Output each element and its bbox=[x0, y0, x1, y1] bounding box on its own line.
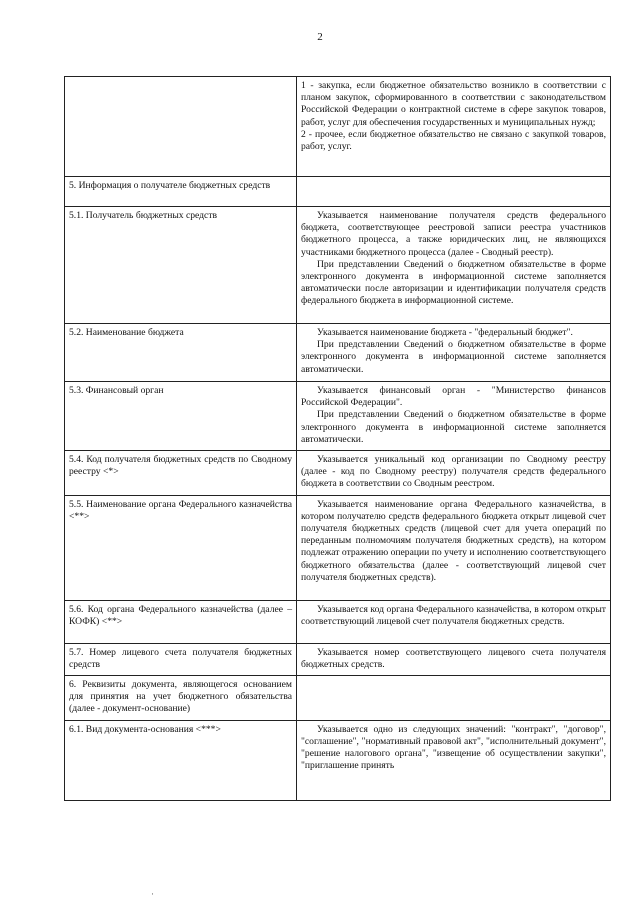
description-paragraph: При представлении Сведений о бюджетном обязательстве в форме электронного документа в информационной системе заполняется автоматически. bbox=[301, 339, 606, 375]
field-name-cell: 5. Информация о получателе бюджетных средств bbox=[65, 177, 297, 207]
field-description-cell bbox=[297, 676, 611, 721]
obligation-info-table bbox=[64, 76, 611, 801]
field-name-cell: 5.2. Наименование бюджета bbox=[65, 324, 297, 382]
table-row bbox=[65, 177, 611, 207]
field-description-cell bbox=[297, 77, 611, 177]
table-row bbox=[65, 77, 611, 177]
field-name-cell: 5.4. Код получателя бюджетных средств по Сводному реестру <*> bbox=[65, 451, 297, 496]
field-description-cell bbox=[297, 495, 611, 600]
field-description-cell bbox=[297, 643, 611, 675]
table-row bbox=[65, 676, 611, 721]
field-description-cell bbox=[297, 451, 611, 496]
description-paragraph: 1 - закупка, если бюджетное обязательство возникло в соответствии с планом закупок, сформированного в соответствии с законодательством Российской Федерации о контрактной системе в сфере закупок товаров, работ, услуг для обеспечения государственных и муниципальных нужд; bbox=[301, 80, 606, 128]
description-paragraph: Указывается наименование органа Федерального казначейства, в котором получателю средств федерального бюджета открыт лицевой счет получателя бюджетных средств (лицевой счет для учета операций по переданным полномочиям получателя бюджетных средств), на котором подлежат отражению операции по учету и исполнению соответствующего бюджетного обязательства (далее - соответствующий лицевой счет получателя бюджетных средств). bbox=[301, 498, 606, 583]
field-name-cell bbox=[65, 77, 297, 177]
field-name-cell: 6. Реквизиты документа, являющегося основанием для принятия на учет бюджетного обязательства (далее - документ-основание) bbox=[65, 676, 297, 721]
table-row bbox=[65, 382, 611, 451]
description-paragraph: Указывается уникальный код организации по Сводному реестру (далее - код по Сводному реестру) получателя средств федерального бюджета в соответствии со Сводным реестром. bbox=[301, 454, 606, 490]
field-name-cell: 5.7. Номер лицевого счета получателя бюджетных средств bbox=[65, 643, 297, 675]
table-row bbox=[65, 495, 611, 600]
description-paragraph: Указывается наименование получателя средств федерального бюджета, соответствующее реестровой записи реестра участников бюджетного процесса, а также юридических лиц, не являющихся участниками бюджетного процесса (далее - Сводный реестр). bbox=[301, 210, 606, 258]
field-description-cell bbox=[297, 324, 611, 382]
description-paragraph: При представлении Сведений о бюджетном обязательстве в форме электронного документа в информационной системе заполняется автоматически. bbox=[301, 409, 606, 445]
field-description-cell bbox=[297, 600, 611, 643]
description-paragraph: Указывается одно из следующих значений: "контракт", "договор", "соглашение", "нормативный правовой акт", "исполнительный документ", "решение налогового органа", "извещение об осуществлении закупки", "приглашение принять bbox=[301, 723, 606, 772]
table-row bbox=[65, 600, 611, 643]
table-row bbox=[65, 643, 611, 675]
field-name-cell: 5.3. Финансовый орган bbox=[65, 382, 297, 451]
table-row bbox=[65, 324, 611, 382]
description-paragraph: Указывается номер соответствующего лицевого счета получателя бюджетных средств. bbox=[301, 646, 606, 670]
field-description-cell bbox=[297, 177, 611, 207]
description-paragraph: При представлении Сведений о бюджетном обязательстве в форме электронного документа в информационной системе заполняется автоматически после авторизации и идентификации получателя средств федерального бюджета в информационной системе. bbox=[301, 258, 606, 307]
scan-mark: · bbox=[151, 889, 154, 899]
description-paragraph: Указывается финансовый орган - "Министерство финансов Российской Федерации". bbox=[301, 385, 606, 409]
description-paragraph: 2 - прочее, если бюджетное обязательство не связано с закупкой товаров, работ, услуг. bbox=[301, 128, 606, 153]
table-row bbox=[65, 207, 611, 324]
table-row bbox=[65, 451, 611, 496]
field-description-cell bbox=[297, 720, 611, 800]
field-description-cell bbox=[297, 382, 611, 451]
field-name-cell: 5.1. Получатель бюджетных средств bbox=[65, 207, 297, 324]
field-name-cell: 5.6. Код органа Федерального казначейства (далее – КОФК) <**> bbox=[65, 600, 297, 643]
description-paragraph: Указывается код органа Федерального казначейства, в котором открыт соответствующий лицевой счет получателя бюджетных средств. bbox=[301, 603, 606, 627]
field-name-cell: 6.1. Вид документа-основания <***> bbox=[65, 720, 297, 800]
page-number: 2 bbox=[317, 31, 323, 43]
field-description-cell bbox=[297, 207, 611, 324]
table-row bbox=[65, 720, 611, 800]
description-paragraph: Указывается наименование бюджета - "федеральный бюджет". bbox=[317, 327, 573, 338]
field-name-cell: 5.5. Наименование органа Федерального казначейства <**> bbox=[65, 495, 297, 600]
